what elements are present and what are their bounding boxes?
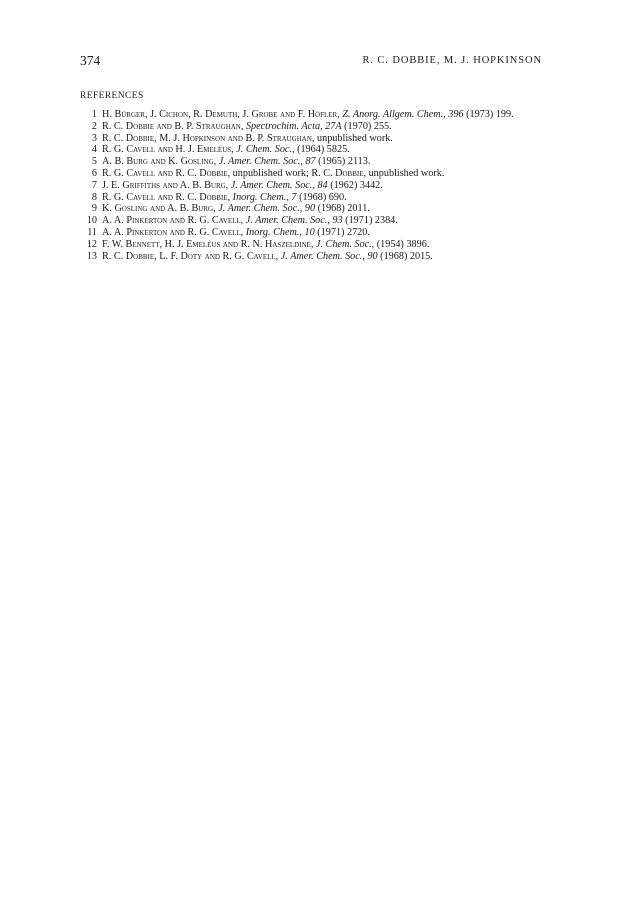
reference-number: 8 (91, 191, 97, 203)
reference-item (80, 144, 544, 156)
reference-number: 5 (91, 156, 97, 168)
reference-number: 10 (86, 215, 97, 227)
reference-authors: R. C. Dobbie, L. F. Doty and R. G. Cavell, (102, 250, 281, 262)
reference-item (80, 239, 544, 251)
running-head: R. C. DOBBIE, M. J. HOPKINSON (362, 55, 542, 66)
reference-authors: R. C. Dobbie (311, 167, 364, 179)
reference-citation-detail: (1964) 5825. (294, 144, 350, 156)
reference-item (80, 251, 544, 263)
reference-number: 11 (87, 226, 97, 238)
reference-journal: Z. Anorg. Allgem. Chem., 396 (342, 109, 464, 120)
reference-authors: A. B. Burg and K. Gosling, (102, 156, 219, 168)
reference-item (80, 203, 544, 215)
reference-item (80, 192, 544, 204)
reference-authors: R. G. Cavell and R. C. Dobbie (102, 167, 228, 179)
reference-journal: Inorg. Chem., 10 (245, 226, 315, 238)
reference-authors: R. C. Dobbie, M. J. Hopkinson and B. P. Straughan (102, 132, 312, 144)
reference-citation-detail: (1971) 2720. (314, 226, 370, 238)
reference-item (80, 156, 544, 168)
reference-text (102, 251, 544, 263)
reference-text (102, 168, 544, 180)
reference-citation-detail: (1968) 690. (296, 191, 347, 203)
reference-journal: J. Chem. Soc., (236, 144, 295, 156)
reference-text (102, 180, 544, 192)
reference-list (80, 109, 544, 262)
reference-authors: R. G. Cavell and R. C. Dobbie, (102, 191, 233, 203)
reference-authors: F. W. Bennett, H. J. Emeléus and R. N. Haszeldine, (102, 238, 316, 250)
reference-citation-detail: (1973) 199. (463, 109, 514, 120)
reference-number: 4 (91, 144, 97, 156)
reference-journal: Spectrochim. Acta, 27A (245, 120, 342, 132)
reference-text (102, 133, 544, 145)
reference-item (80, 180, 544, 192)
reference-citation-detail: (1965) 2113. (315, 156, 371, 168)
reference-journal: J. Amer. Chem. Soc., 93 (245, 215, 343, 227)
reference-citation-detail: (1954) 3896. (374, 238, 430, 250)
reference-text (102, 227, 544, 239)
reference-citation-detail: , unpublished work. (363, 167, 445, 179)
reference-journal: Inorg. Chem., 7 (232, 191, 297, 203)
reference-authors: A. A. Pinkerton and R. G. Cavell, (102, 226, 246, 238)
reference-citation-detail: (1970) 255. (341, 120, 392, 132)
reference-citation-detail: (1971) 2384. (342, 215, 398, 227)
reference-item (80, 168, 544, 180)
reference-citation-detail: (1962) 3442. (327, 179, 383, 191)
reference-text (102, 121, 544, 133)
reference-text (102, 109, 544, 121)
reference-authors: H. Bürger, J. Cichon, R. Demuth, J. Grobe and F. Höfler, (102, 109, 343, 120)
page-number: 374 (80, 53, 101, 68)
reference-journal: J. Chem. Soc., (315, 238, 375, 250)
reference-text (102, 239, 544, 251)
reference-number: 3 (91, 132, 97, 144)
reference-number: 13 (86, 250, 97, 262)
reference-authors: A. A. Pinkerton and R. G. Cavell, (102, 215, 246, 227)
reference-number: 1 (91, 109, 97, 120)
references-heading: REFERENCES (80, 91, 144, 101)
reference-text (102, 203, 544, 215)
reference-text (102, 215, 544, 227)
reference-authors: R. C. Dobbie and B. P. Straughan, (102, 120, 246, 132)
reference-journal: J. Amer. Chem. Soc., 90 (280, 250, 378, 262)
reference-journal: J. Amer. Chem. Soc., 90 (218, 203, 316, 215)
reference-citation-detail: , unpublished work; (227, 167, 312, 179)
reference-number: 6 (91, 167, 97, 179)
reference-journal: J. Amer. Chem. Soc., 84 (230, 179, 328, 191)
reference-item (80, 121, 544, 133)
reference-number: 2 (91, 120, 97, 132)
reference-authors: K. Gosling and A. B. Burg, (102, 203, 219, 215)
reference-text (102, 156, 544, 168)
reference-citation-detail: (1968) 2015. (377, 250, 433, 262)
reference-item (80, 133, 544, 145)
reference-item (80, 227, 544, 239)
reference-item (80, 109, 544, 121)
reference-item (80, 215, 544, 227)
reference-number: 7 (91, 179, 97, 191)
reference-authors: R. G. Cavell and H. J. Emeléus, (102, 144, 237, 156)
reference-journal: J. Amer. Chem. Soc., 87 (218, 156, 316, 168)
reference-text (102, 144, 544, 156)
reference-text (102, 192, 544, 204)
reference-citation-detail: , unpublished work. (311, 132, 393, 144)
reference-authors: J. E. Griffiths and A. B. Burg, (102, 179, 231, 191)
reference-number: 9 (91, 203, 97, 215)
reference-number: 12 (86, 238, 97, 250)
reference-citation-detail: (1968) 2011. (315, 203, 370, 215)
